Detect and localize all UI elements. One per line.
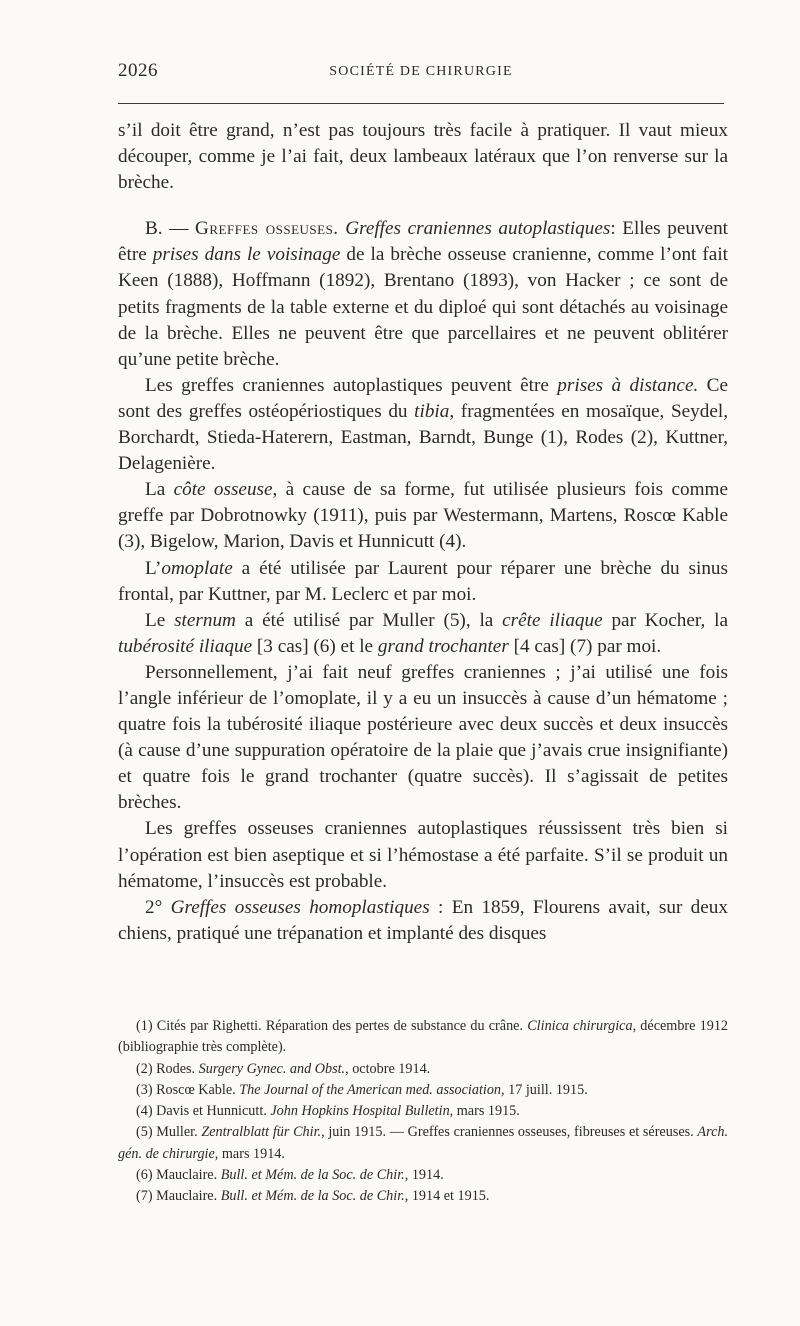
subsection-heading: Greffes craniennes autoplastiques	[345, 218, 611, 240]
footnote-source: Surgery Gynec. and Obst.	[198, 1060, 346, 1077]
footnote-text: (4) Davis et Hunnicutt.	[136, 1103, 271, 1120]
subsection-heading: Greffes osseuses homoplastiques	[170, 896, 430, 918]
paragraph	[118, 373, 728, 477]
footnote-text: , 17 juill. 1915.	[501, 1081, 588, 1098]
paragraph-text: , fragmentées en mosaïque, Seydel, Borchardt, Stieda-Haterern, Eastman, Barndt, Bunge (1), Rodes (2), Kuttner, Delagenière.	[118, 400, 728, 475]
paragraph-text: a été utilisée par Laurent pour réparer une brèche du sinus frontal, par Kuttner, par M. Leclerc et par moi.	[118, 557, 728, 605]
footnote-source: Bull. et Mém. de la Soc. de Chir.	[220, 1167, 405, 1184]
footnotes	[118, 1016, 728, 1208]
paragraph-text: Les greffes craniennes autoplastiques peuvent être	[145, 374, 558, 396]
paragraph-text: par Kocher, la	[602, 609, 728, 631]
footnote-source: Zentralblatt für Chir.	[201, 1124, 322, 1141]
footnote-text: (2) Rodes.	[136, 1060, 199, 1077]
footnote-source: Clinica chirurgica	[527, 1018, 633, 1034]
italic-term: côte osseuse	[173, 479, 273, 501]
paragraph	[118, 118, 728, 196]
italic-term: sternum	[174, 609, 236, 631]
page-header	[118, 60, 724, 94]
footnote-text: (7) Mauclaire.	[136, 1188, 221, 1205]
footnote	[118, 1101, 728, 1122]
paragraph	[118, 608, 728, 660]
paragraph-text: s’il doit être grand, n’est pas toujours très facile à pratiquer. Il vaut mieux découper, comme je l’ai fait, deux lambeaux latéraux que l’on renverse sur la brèche.	[118, 120, 728, 194]
footnote-source: The Journal of the American med. association	[239, 1081, 502, 1098]
main-text	[118, 118, 728, 947]
paragraph-text: de la brèche osseuse cranienne, comme l’ont fait Keen (1888), Hoffmann (1892), Brentano (1893), von Hacker ; ce sont de petits fragments de la table externe et du diploé qui sont détachés au voisinage de la brèche. Elles ne peuvent être que parcellaires et ne peuvent oblitérer qu’une petite brèche.	[118, 244, 728, 370]
header-rule	[118, 103, 724, 104]
running-head: SOCIÉTÉ DE CHIRURGIE	[329, 64, 513, 79]
paragraph-text: [4 cas] (7) par moi.	[508, 635, 662, 657]
italic-term: prises à distance.	[557, 374, 699, 396]
footnote	[118, 1059, 728, 1080]
footnote-text: , 1914 et 1915.	[404, 1188, 490, 1205]
italic-term: tubérosité iliaque	[118, 635, 253, 657]
paragraph-text: Les greffes osseuses craniennes autoplastiques réussissent très bien si l’opération est bien aseptique et si l’hémostase a été parfaite. S’il se produit un hématome, l’insuccès est probable.	[118, 818, 728, 892]
section-heading: Greffes osseuses.	[195, 218, 339, 240]
footnote-text: , juin 1915. — Greffes craniennes osseuses, fibreuses et séreuses.	[321, 1124, 698, 1141]
footnote	[118, 1165, 728, 1186]
paragraph-text: L’	[145, 557, 162, 579]
paragraph	[118, 660, 728, 817]
footnote-source: John Hopkins Hospital Bulletin	[270, 1103, 450, 1120]
footnote-source: Bull. et Mém. de la Soc. de Chir.	[220, 1188, 405, 1205]
paragraph-text: Le	[145, 609, 175, 631]
paragraph-text: a été utilisé par Muller (5), la	[235, 609, 503, 631]
footnote-text: (1) Cités par Righetti. Réparation des pertes de substance du crâne.	[136, 1018, 528, 1034]
paragraph-text: Personnellement, j’ai fait neuf greffes craniennes ; j’ai utilisé une fois l’angle inférieur de l’omoplate, il y a eu un insuccès à cause d’un hématome ; quatre fois la tubérosité iliaque postérieure avec deux succès et deux insuccès (à cause d’une suppuration opératoire de la plaie que j’avais crue insignifiante) et quatre fois le grand trochanter (quatre succès). Il s’agissait de petites brèches.	[118, 661, 728, 814]
paragraph	[118, 477, 728, 555]
italic-term: prises dans le voisinage	[152, 244, 341, 266]
italic-term: grand trochanter	[377, 635, 509, 657]
footnote	[118, 1080, 728, 1101]
footnote-source: Arch. gén. de chirurgie	[118, 1124, 729, 1162]
footnote-text: , octobre 1914.	[345, 1060, 431, 1077]
paragraph	[118, 895, 728, 947]
italic-term: omoplate	[161, 557, 233, 579]
page-number: 2026	[118, 60, 158, 81]
footnote-text: (5) Muller.	[136, 1124, 202, 1141]
footnote-text: , décembre 1912 (bibliographie très complète).	[118, 1018, 729, 1056]
paragraph-text: : Elles peuvent être	[118, 218, 728, 266]
paragraph-text: 2°	[145, 896, 171, 918]
paragraph-text: Ce sont des greffes ostéopériostiques du	[118, 374, 728, 422]
paragraph	[118, 556, 728, 608]
footnote-text: , mars 1914.	[214, 1145, 285, 1162]
italic-term: crête iliaque	[502, 609, 603, 631]
footnote	[118, 1016, 728, 1059]
paragraph-text: , à cause de sa forme, fut utilisée plusieurs fois comme greffe par Dobrotnowky (1911), puis par Westermann, Martens, Roscœ Kable (3), Bigelow, Marion, Davis et Hunnicutt (4).	[118, 479, 728, 553]
section-label: B. —	[145, 218, 196, 240]
paragraph	[118, 816, 728, 894]
footnote-text: , mars 1915.	[449, 1103, 520, 1120]
footnote-text: , 1914.	[404, 1167, 444, 1184]
paragraph-text: [3 cas] (6) et le	[252, 635, 378, 657]
paragraph-text: La	[145, 479, 174, 501]
footnote	[118, 1122, 728, 1165]
footnote-text: (6) Mauclaire.	[136, 1167, 221, 1184]
paragraph-text: : En 1859, Flourens avait, sur deux chiens, pratiqué une trépanation et implanté des disques	[118, 896, 728, 944]
footnote-text: (3) Roscœ Kable.	[136, 1081, 240, 1098]
footnote	[118, 1186, 728, 1207]
paragraph-section-b	[118, 216, 728, 373]
italic-term: tibia	[414, 400, 450, 422]
